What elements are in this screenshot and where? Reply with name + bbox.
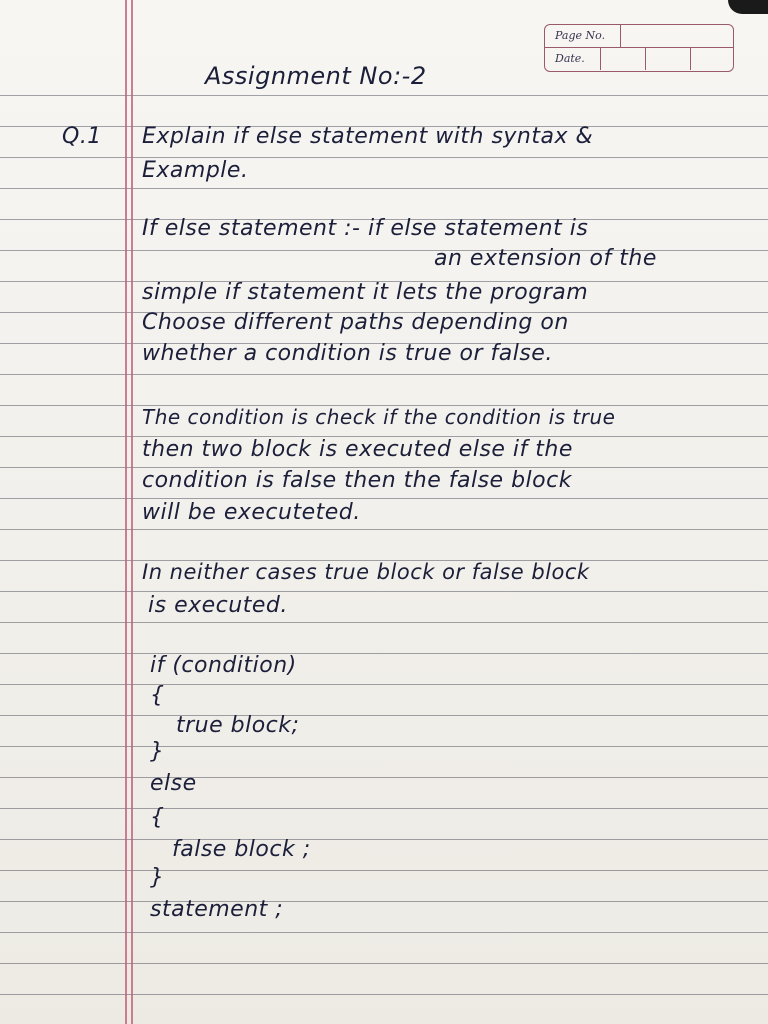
- ruled-line: [0, 963, 768, 964]
- code-line: }: [150, 739, 165, 764]
- body-line: an extension of the: [434, 246, 657, 271]
- ruled-line: [0, 622, 768, 623]
- code-line: if (condition): [150, 653, 297, 678]
- question-line-1: Explain if else statement with syntax &: [142, 124, 594, 149]
- body-line: Choose different paths depending on: [142, 310, 569, 335]
- question-number: Q.1: [62, 124, 102, 149]
- code-line: }: [150, 865, 165, 890]
- ruled-line: [0, 374, 768, 375]
- code-line: statement ;: [150, 897, 284, 922]
- page-no-label: Page No.: [555, 29, 606, 42]
- body-line: In neither cases true block or false block: [142, 560, 590, 584]
- question-line-2: Example.: [142, 158, 249, 183]
- body-line: then two block is executed else if the: [142, 437, 573, 462]
- ruled-line: [0, 777, 768, 778]
- body-line: The condition is check if the condition is true: [142, 405, 616, 429]
- body-line: will be executeted.: [142, 500, 361, 525]
- ruled-line: [0, 188, 768, 189]
- date-label: Date.: [555, 52, 585, 65]
- ruled-line: [0, 901, 768, 902]
- ruled-line: [0, 932, 768, 933]
- margin-line: [131, 0, 133, 1024]
- body-line: condition is false then the false block: [142, 468, 572, 493]
- ruled-line: [0, 157, 768, 158]
- ruled-line: [0, 591, 768, 592]
- body-line: If else statement :- if else statement is: [142, 216, 589, 241]
- ruled-line: [0, 498, 768, 499]
- ruled-line: [0, 529, 768, 530]
- page-corner-shadow: [728, 0, 768, 14]
- ruled-line: [0, 715, 768, 716]
- ruled-line: [0, 839, 768, 840]
- body-line: is executed.: [148, 593, 288, 618]
- ruled-line: [0, 994, 768, 995]
- body-line: whether a condition is true or false.: [142, 341, 553, 366]
- ruled-line: [0, 95, 768, 96]
- margin-line: [125, 0, 127, 1024]
- page-title: Assignment No:-2: [205, 62, 427, 90]
- code-line: {: [150, 805, 165, 830]
- code-line: else: [150, 771, 197, 796]
- body-line: simple if statement it lets the program: [142, 280, 589, 305]
- code-line: {: [150, 683, 165, 708]
- page-date-box: [544, 24, 734, 72]
- ruled-line: [0, 746, 768, 747]
- ruled-line: [0, 653, 768, 654]
- ruled-line: [0, 870, 768, 871]
- ruled-line: [0, 684, 768, 685]
- code-line: false block ;: [172, 837, 311, 862]
- code-line: true block;: [176, 713, 300, 738]
- ruled-line: [0, 808, 768, 809]
